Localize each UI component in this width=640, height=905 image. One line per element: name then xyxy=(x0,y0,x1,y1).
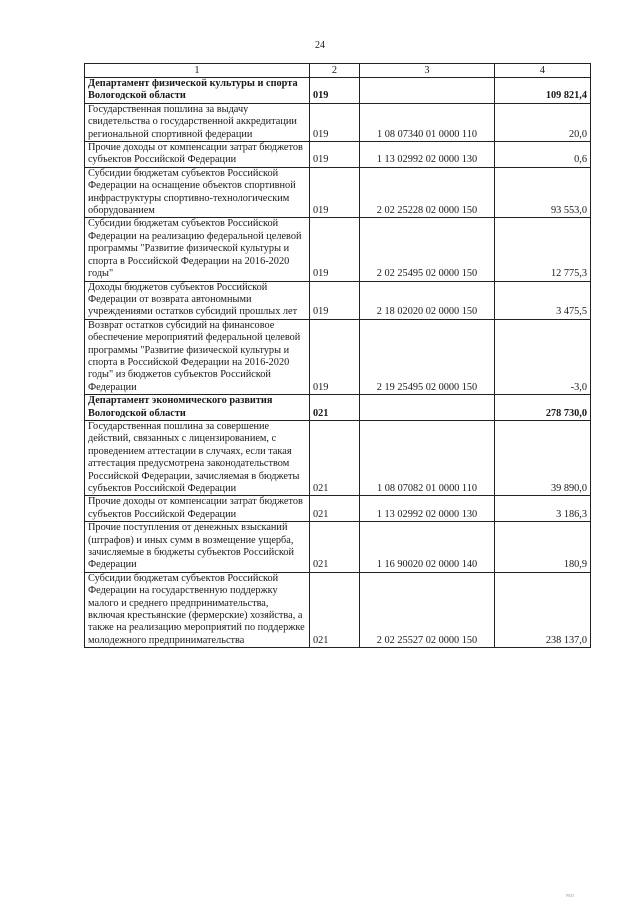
table-row xyxy=(85,103,591,141)
page-number: 24 xyxy=(315,40,325,51)
header-col-1: 1 xyxy=(85,64,310,78)
row-code-cell: 021 xyxy=(310,496,360,522)
row-name-cell: Субсидии бюджетам субъектов Российской Федерации на оснащение объектов спортивной инфраструктуры спортивно-технологическим оборудованием xyxy=(85,167,310,218)
department-row xyxy=(85,395,591,421)
row-code-cell: 019 xyxy=(310,167,360,218)
row-amount-cell: 278 730,0 xyxy=(495,395,591,421)
corner-mark: РКП xyxy=(566,893,574,898)
table-header-row xyxy=(85,64,591,78)
row-name-cell: Субсидии бюджетам субъектов Российской Федерации на государственную поддержку малого и среднего предпринимательства, включая крестьянские (фермерские) хозяйства, а также на реализацию мероприятий по поддержке молодежного предпринимательства xyxy=(85,572,310,647)
row-code-cell: 021 xyxy=(310,395,360,421)
row-name-cell: Прочие доходы от компенсации затрат бюджетов субъектов Российской Федерации xyxy=(85,496,310,522)
row-kbk-cell: 2 02 25495 02 0000 150 xyxy=(360,218,495,281)
table-row xyxy=(85,496,591,522)
row-kbk-cell xyxy=(360,395,495,421)
row-kbk-cell: 2 18 02020 02 0000 150 xyxy=(360,281,495,319)
row-name-cell: Государственная пошлина за совершение действий, связанных с лицензированием, с проведением аттестации в случаях, если такая аттестация предусмотрена законодательством Российской Федерации, зачисляемая в бюджеты субъектов Российской Федерации xyxy=(85,420,310,495)
row-amount-cell: 3 186,3 xyxy=(495,496,591,522)
row-amount-cell: 180,9 xyxy=(495,522,591,573)
row-code-cell: 019 xyxy=(310,142,360,168)
row-kbk-cell: 2 19 25495 02 0000 150 xyxy=(360,319,495,394)
row-kbk-cell: 1 08 07340 01 0000 110 xyxy=(360,103,495,141)
row-name-cell: Возврат остатков субсидий на финансовое обеспечение мероприятий федеральной целевой программы "Развитие физической культуры и спорта в Российской Федерации на 2016-2020 годы" из бюджетов субъектов Российской Федерации xyxy=(85,319,310,394)
row-code-cell: 021 xyxy=(310,420,360,495)
department-row xyxy=(85,78,591,104)
row-kbk-cell xyxy=(360,78,495,104)
row-code-cell: 019 xyxy=(310,103,360,141)
row-code-cell: 019 xyxy=(310,218,360,281)
row-kbk-cell: 1 08 07082 01 0000 110 xyxy=(360,420,495,495)
table-row xyxy=(85,319,591,394)
row-amount-cell: 109 821,4 xyxy=(495,78,591,104)
row-kbk-cell: 2 02 25527 02 0000 150 xyxy=(360,572,495,647)
row-amount-cell: 93 553,0 xyxy=(495,167,591,218)
row-code-cell: 019 xyxy=(310,78,360,104)
row-kbk-cell: 1 16 90020 02 0000 140 xyxy=(360,522,495,573)
row-amount-cell: 12 775,3 xyxy=(495,218,591,281)
table-row xyxy=(85,142,591,168)
table-row xyxy=(85,218,591,281)
row-kbk-cell: 2 02 25228 02 0000 150 xyxy=(360,167,495,218)
row-name-cell: Государственная пошлина за выдачу свидетельства о государственной аккредитации региональной спортивной федерации xyxy=(85,103,310,141)
row-code-cell: 021 xyxy=(310,522,360,573)
row-amount-cell: 39 890,0 xyxy=(495,420,591,495)
header-col-3: 3 xyxy=(360,64,495,78)
row-amount-cell: 238 137,0 xyxy=(495,572,591,647)
row-name-cell: Департамент физической культуры и спорта Вологодской области xyxy=(85,78,310,104)
row-code-cell: 019 xyxy=(310,319,360,394)
row-name-cell: Прочие поступления от денежных взысканий (штрафов) и иных сумм в возмещение ущерба, зачисляемые в бюджеты субъектов Российской Федерации xyxy=(85,522,310,573)
row-name-cell: Прочие доходы от компенсации затрат бюджетов субъектов Российской Федерации xyxy=(85,142,310,168)
row-kbk-cell: 1 13 02992 02 0000 130 xyxy=(360,496,495,522)
row-kbk-cell: 1 13 02992 02 0000 130 xyxy=(360,142,495,168)
row-code-cell: 021 xyxy=(310,572,360,647)
row-name-cell: Доходы бюджетов субъектов Российской Федерации от возврата автономными учреждениями остатков субсидий прошлых лет xyxy=(85,281,310,319)
row-amount-cell: 20,0 xyxy=(495,103,591,141)
revenue-table xyxy=(84,63,591,648)
row-code-cell: 019 xyxy=(310,281,360,319)
row-name-cell: Субсидии бюджетам субъектов Российской Федерации на реализацию федеральной целевой программы "Развитие физической культуры и спорта в Российской Федерации на 2016-2020 годы" xyxy=(85,218,310,281)
row-amount-cell: 3 475,5 xyxy=(495,281,591,319)
table-row xyxy=(85,572,591,647)
row-name-cell: Департамент экономического развития Вологодской области xyxy=(85,395,310,421)
table-row xyxy=(85,281,591,319)
table-row xyxy=(85,522,591,573)
header-col-4: 4 xyxy=(495,64,591,78)
table-row xyxy=(85,420,591,495)
table-row xyxy=(85,167,591,218)
header-col-2: 2 xyxy=(310,64,360,78)
row-amount-cell: 0,6 xyxy=(495,142,591,168)
row-amount-cell: -3,0 xyxy=(495,319,591,394)
